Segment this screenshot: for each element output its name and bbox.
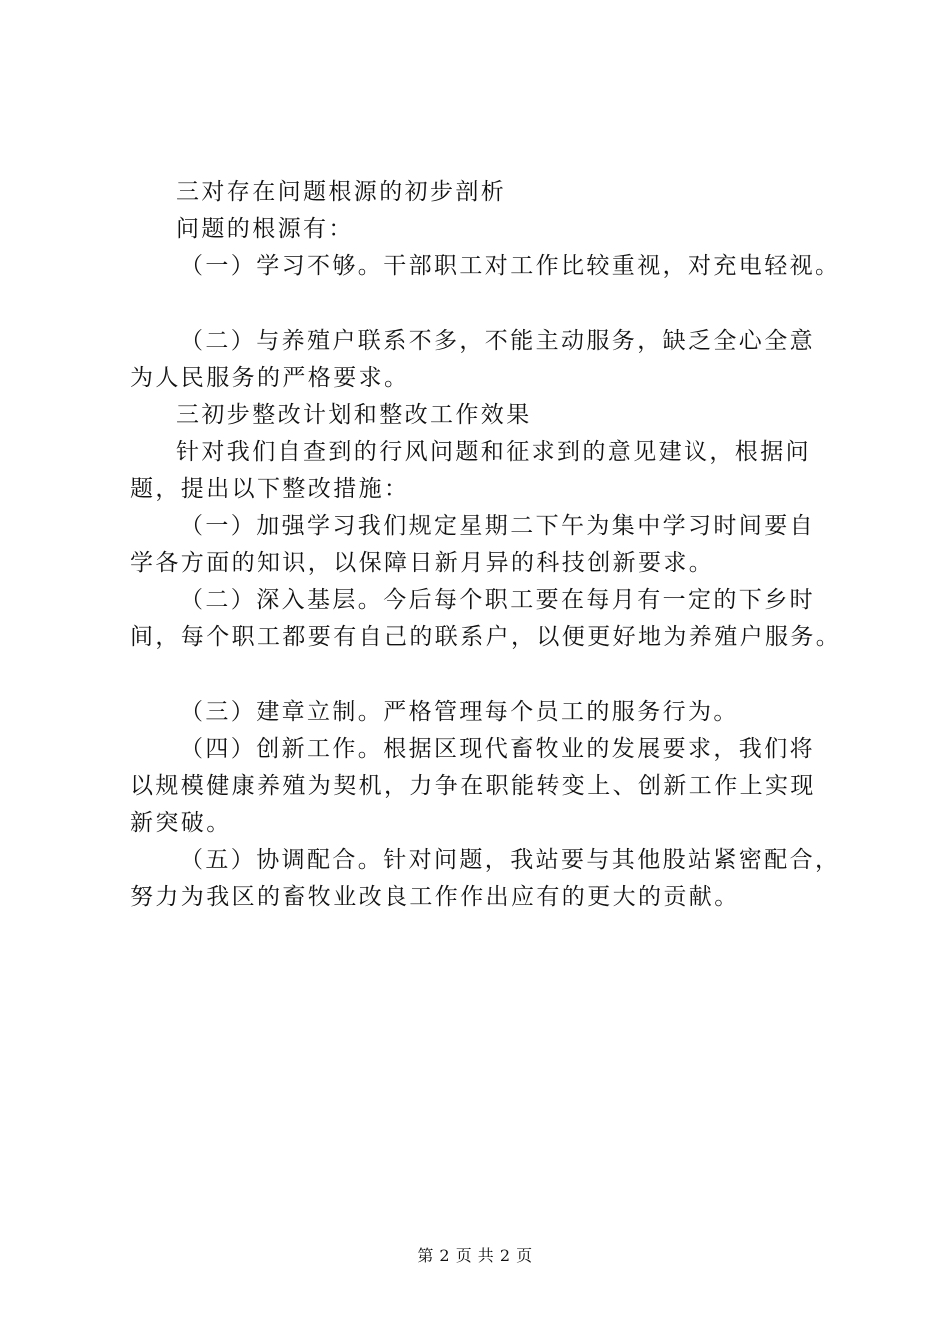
paragraph-line: （二）深入基层。今后每个职工要在每月有一定的下乡时 [180,587,815,613]
paragraph-line: （一）学习不够。干部职工对工作比较重视，对充电轻视。 [180,253,841,279]
paragraph-line: （四）创新工作。根据区现代畜牧业的发展要求，我们将 [180,736,815,762]
paragraph-line: （五）协调配合。针对问题，我站要与其他股站紧密配合， [180,847,841,873]
paragraph-line: 针对我们自查到的行风问题和征求到的意见建议，根据问 [176,439,811,465]
page-number-footer: 第 2 页 共 2 页 [417,1246,533,1265]
paragraph-line: 问题的根源有： [176,216,354,242]
paragraph-line: 努力为我区的畜牧业改良工作作出应有的更大的贡献。 [130,884,740,910]
paragraph-line: 学各方面的知识，以保障日新月异的科技创新要求。 [130,550,715,576]
paragraph-line: 以规模健康养殖为契机，力争在职能转变上、创新工作上实现 [130,773,816,799]
paragraph-line: 新突破。 [130,810,232,836]
document-body [130,174,850,916]
paragraph-line: （三）建章立制。严格管理每个员工的服务行为。 [180,699,739,725]
paragraph-line: 间，每个职工都要有自己的联系户，以便更好地为养殖户服务。 [130,624,842,650]
paragraph-line: （二）与养殖户联系不多，不能主动服务，缺乏全心全意 [180,328,815,354]
section-heading-root-causes: 三对存在问题根源的初步剖析 [176,179,507,205]
paragraph-spacer [130,285,850,323]
paragraph-line: （一）加强学习我们规定星期二下午为集中学习时间要自 [180,513,815,539]
paragraph-line: 为人民服务的严格要求。 [130,365,410,391]
section-heading-rectification: 三初步整改计划和整改工作效果 [176,402,532,428]
paragraph-spacer [130,656,850,694]
paragraph-line: 题，提出以下整改措施： [130,476,410,502]
